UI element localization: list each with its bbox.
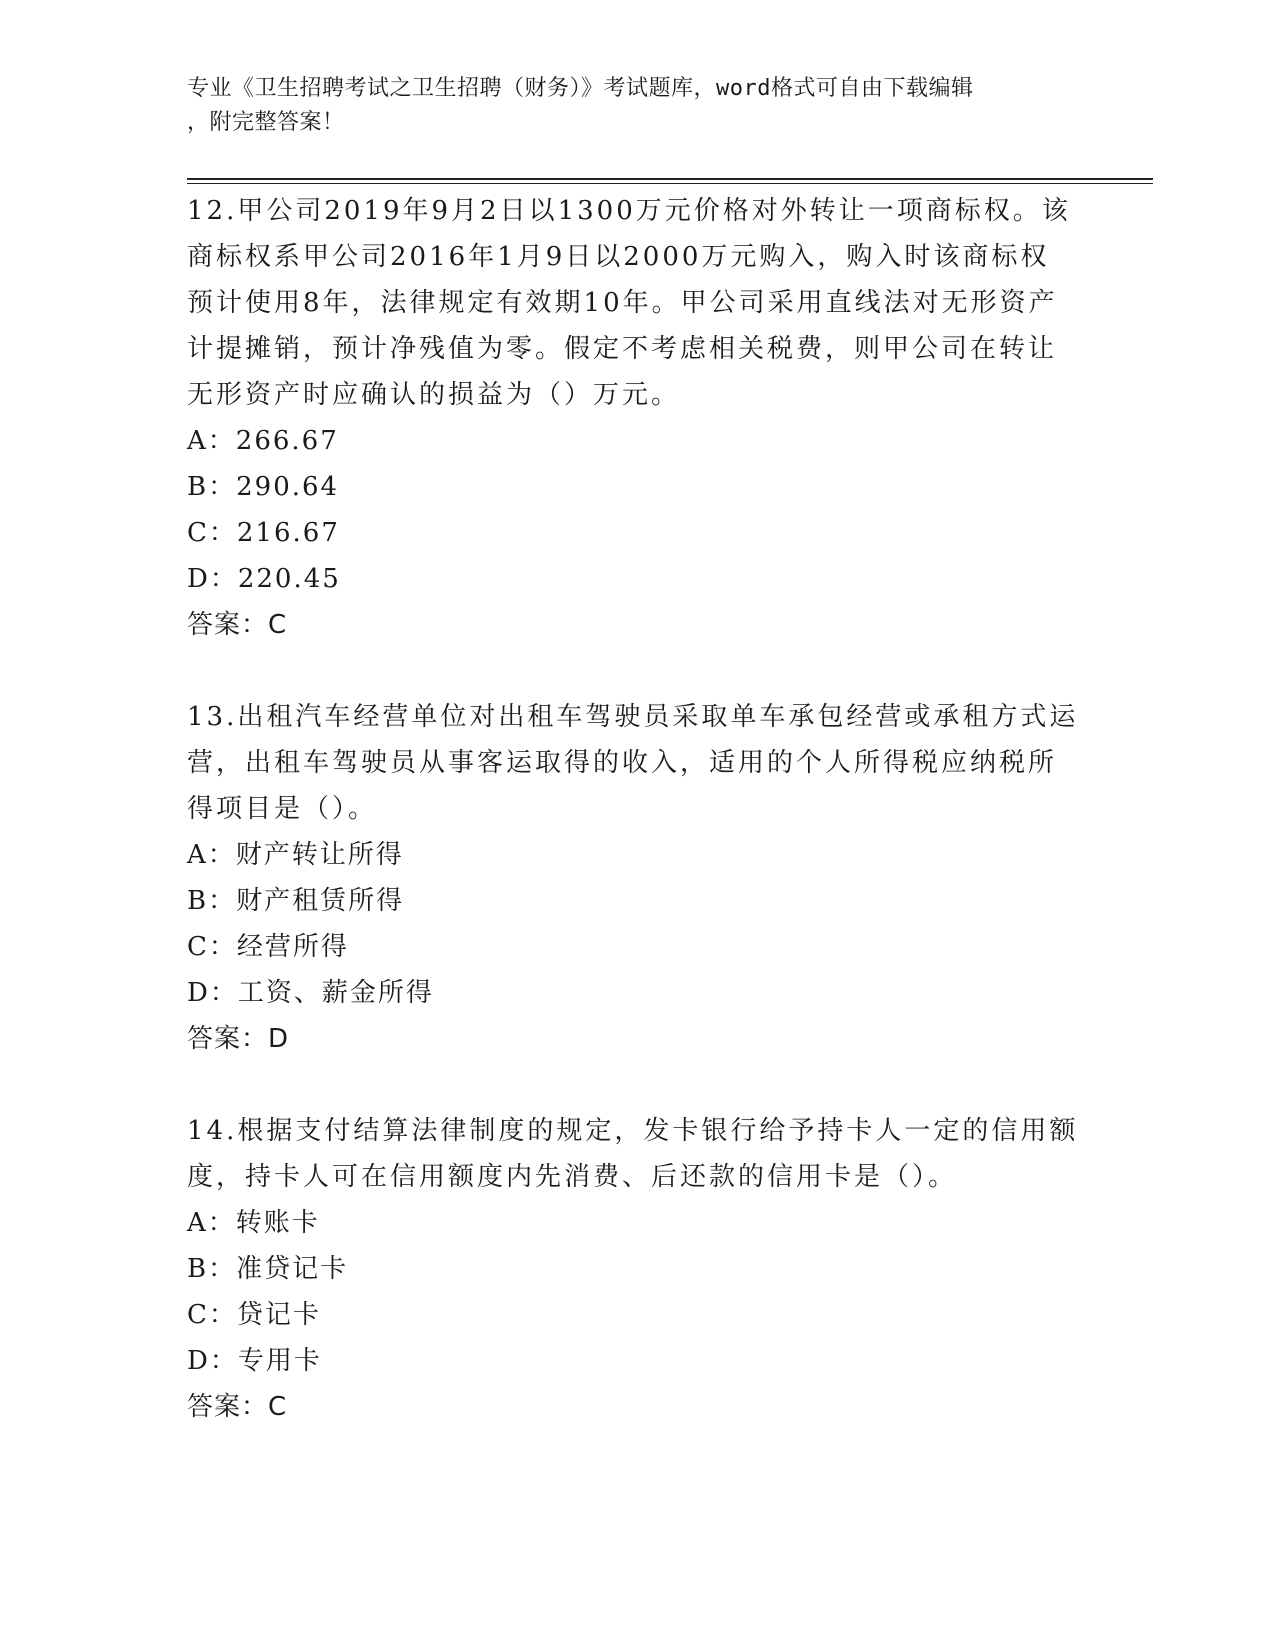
question-12 bbox=[187, 188, 1087, 648]
option-a: A：财产转让所得 bbox=[187, 840, 404, 870]
question-13 bbox=[187, 694, 1087, 1062]
option-c: C：216.67 bbox=[187, 518, 340, 548]
document-header bbox=[187, 72, 1067, 140]
stem-line: 得项目是（）。 bbox=[187, 794, 378, 824]
question-stem bbox=[187, 1108, 1087, 1200]
option-c: C：贷记卡 bbox=[187, 1300, 321, 1330]
option-c: C：经营所得 bbox=[187, 932, 349, 962]
question-14 bbox=[187, 1108, 1087, 1430]
header-divider-thin bbox=[187, 183, 1153, 184]
answer: 答案：C bbox=[187, 1392, 288, 1422]
question-stem bbox=[187, 188, 1087, 418]
option-b: B：准贷记卡 bbox=[187, 1254, 349, 1284]
stem-line: 12.甲公司2019年9月2日以1300万元价格对外转让一项商标权。该 bbox=[187, 196, 1071, 226]
question-stem bbox=[187, 694, 1087, 832]
stem-line: 计提摊销，预计净残值为零。假定不考虑相关税费，则甲公司在转让 bbox=[187, 334, 1058, 364]
stem-line: 预计使用8年，法律规定有效期10年。甲公司采用直线法对无形资产 bbox=[187, 288, 1058, 318]
stem-line: 度，持卡人可在信用额度内先消费、后还款的信用卡是（）。 bbox=[187, 1162, 958, 1192]
stem-line: 无形资产时应确认的损益为（）万元。 bbox=[187, 380, 681, 410]
header-line-2: ，附完整答案！ bbox=[187, 110, 345, 135]
header-divider bbox=[187, 178, 1153, 180]
answer: 答案：D bbox=[187, 1024, 290, 1054]
header-line-1: 专业《卫生招聘考试之卫生招聘（财务）》考试题库，word格式可自由下载编辑 bbox=[187, 76, 974, 101]
option-a: A：266.67 bbox=[187, 426, 339, 456]
option-b: B：财产租赁所得 bbox=[187, 886, 405, 916]
option-d: D：工资、薪金所得 bbox=[187, 978, 434, 1008]
answer: 答案：C bbox=[187, 610, 288, 640]
option-d: D：220.45 bbox=[187, 564, 341, 594]
option-a: A：转账卡 bbox=[187, 1208, 320, 1238]
option-d: D：专用卡 bbox=[187, 1346, 322, 1376]
stem-line: 14.根据支付结算法律制度的规定，发卡银行给予持卡人一定的信用额 bbox=[187, 1116, 1079, 1146]
stem-line: 13.出租汽车经营单位对出租车驾驶员采取单车承包经营或承租方式运 bbox=[187, 702, 1079, 732]
option-b: B：290.64 bbox=[187, 472, 340, 502]
stem-line: 商标权系甲公司2016年1月9日以2000万元购入，购入时该商标权 bbox=[187, 242, 1050, 272]
stem-line: 营，出租车驾驶员从事客运取得的收入，适用的个人所得税应纳税所 bbox=[187, 748, 1058, 778]
